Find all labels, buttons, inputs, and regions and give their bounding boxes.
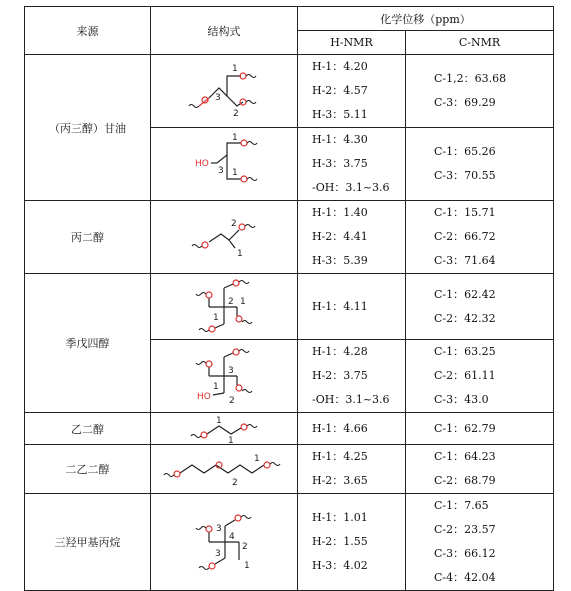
hnmr-shift: H-2：3.65	[312, 474, 368, 487]
header-shift: 化学位移（ppm）	[298, 7, 554, 31]
hnmr-shift: H-3：3.75	[312, 157, 368, 170]
hnmr-shift: H-3：5.39	[312, 254, 368, 267]
carbon-label: 1	[213, 312, 219, 323]
carbon-label: 1	[254, 454, 260, 464]
hnmr-cell	[298, 494, 406, 591]
cnmr-shift: C-1：7.65	[434, 499, 489, 512]
carbon-label: 1	[232, 168, 238, 178]
carbon-label: 1	[228, 435, 234, 444]
table-row	[25, 274, 554, 340]
cnmr-cell	[406, 128, 554, 201]
carbon-label: 2	[242, 542, 248, 552]
hnmr-cell	[298, 445, 406, 494]
carbon-label: 1	[240, 296, 246, 307]
carbon-label: 1	[237, 249, 243, 259]
hnmr-cell	[298, 128, 406, 201]
cnmr-shift: C-1：15.71	[434, 206, 496, 219]
trimethylolpropane-structure	[169, 502, 279, 582]
cnmr-cell	[406, 413, 554, 445]
carbon-label: 3	[218, 166, 224, 176]
cnmr-cell	[406, 494, 554, 591]
cnmr-cell	[406, 340, 554, 413]
carbon-label: 4	[229, 532, 235, 542]
carbon-label: 2	[232, 478, 238, 488]
carbon-label: 2	[228, 296, 234, 307]
hnmr-shift: H-1：4.11	[312, 299, 368, 313]
table-row	[25, 55, 554, 128]
table-row	[25, 494, 554, 591]
hnmr-shift: H-1：4.30	[312, 133, 368, 146]
table-row	[25, 445, 554, 494]
hnmr-shift: -OH：3.1~3.6	[312, 393, 390, 406]
carbon-label: 1	[244, 561, 250, 571]
table-row	[25, 201, 554, 274]
structure-cell	[151, 445, 298, 494]
source-cell: （丙三醇）甘油	[25, 55, 151, 201]
carbon-label: 2	[231, 219, 237, 229]
cnmr-shift: C-1：65.26	[434, 145, 496, 158]
cnmr-shift: C-2：23.57	[434, 523, 496, 536]
hnmr-shift: H-2：4.57	[312, 84, 368, 97]
carbon-label: 1	[232, 133, 238, 143]
cnmr-shift: C-1：64.23	[434, 450, 496, 463]
carbon-label: 3	[216, 524, 222, 534]
hnmr-shift: H-2：1.55	[312, 535, 368, 548]
carbon-label: 2	[233, 109, 239, 119]
cnmr-shift: C-3：69.29	[434, 96, 496, 109]
hnmr-shift: H-3：4.02	[312, 559, 368, 572]
cnmr-shift: C-2：68.79	[434, 474, 496, 487]
source-cell: 三羟甲基丙烷	[25, 494, 151, 591]
header-source: 来源	[25, 7, 151, 55]
pentaerythritol-oh-structure	[169, 343, 279, 409]
hnmr-shift: H-3：5.11	[312, 108, 368, 121]
ethylene-glycol-structure	[169, 414, 279, 444]
glycerol-diester-structure	[169, 131, 279, 197]
cnmr-shift: C-3：71.64	[434, 254, 496, 267]
diethylene-glycol-structure	[154, 449, 294, 489]
hnmr-cell	[298, 55, 406, 128]
hnmr-shift: H-1：4.66	[312, 421, 368, 435]
structure-cell	[151, 413, 298, 445]
source-cell: 丙二醇	[25, 201, 151, 274]
source-cell: 二乙二醇	[25, 445, 151, 494]
hnmr-shift: -OH：3.1~3.6	[312, 181, 390, 194]
hydroxyl-label: HO	[197, 392, 211, 402]
carbon-label: 1	[213, 382, 219, 392]
carbon-label: 3	[215, 93, 221, 103]
structure-cell	[151, 340, 298, 413]
cnmr-shift: C-3：70.55	[434, 169, 496, 182]
structure-cell	[151, 128, 298, 201]
carbon-label: 2	[229, 396, 235, 406]
carbon-label: 3	[228, 366, 234, 376]
hnmr-cell	[298, 201, 406, 274]
cnmr-shift: C-1：63.25	[434, 345, 496, 358]
hnmr-shift: H-1：1.01	[312, 511, 368, 524]
pentaerythritol-ester-structure	[169, 276, 279, 338]
hnmr-shift: H-1：4.28	[312, 345, 368, 358]
hnmr-cell	[298, 274, 406, 340]
glycerol-triester-structure	[169, 58, 279, 124]
header-row-1	[25, 7, 554, 31]
cnmr-shift: C-3：43.0	[434, 393, 489, 406]
hnmr-shift: H-1：4.25	[312, 450, 368, 463]
structure-cell	[151, 274, 298, 340]
header-structure: 结构式	[151, 7, 298, 55]
header-hnmr: H-NMR	[298, 31, 406, 55]
cnmr-cell	[406, 445, 554, 494]
nmr-shift-table	[24, 6, 554, 591]
cnmr-shift: C-1,2：63.68	[434, 72, 507, 85]
cnmr-shift: C-2：61.11	[434, 369, 496, 382]
cnmr-cell	[406, 55, 554, 128]
hnmr-shift: H-1：4.20	[312, 60, 368, 73]
cnmr-cell	[406, 201, 554, 274]
hnmr-shift: H-1：1.40	[312, 206, 368, 219]
cnmr-shift: C-1：62.79	[434, 421, 496, 435]
cnmr-cell	[406, 274, 554, 340]
hnmr-shift: H-2：3.75	[312, 369, 368, 382]
cnmr-shift: C-1：62.42	[434, 287, 496, 301]
cnmr-shift: C-4：42.04	[434, 571, 496, 584]
cnmr-shift: C-2：66.72	[434, 230, 496, 243]
hydroxyl-label: HO	[195, 159, 209, 169]
propanediol-structure	[169, 204, 279, 270]
cnmr-shift: C-3：66.12	[434, 547, 496, 560]
structure-cell	[151, 494, 298, 591]
structure-cell	[151, 201, 298, 274]
structure-cell	[151, 55, 298, 128]
table-row	[25, 413, 554, 445]
hnmr-cell	[298, 340, 406, 413]
hnmr-shift: H-2：4.41	[312, 230, 368, 243]
hnmr-cell	[298, 413, 406, 445]
carbon-label: 3	[215, 549, 221, 559]
carbon-label: 1	[232, 64, 238, 74]
carbon-label: 1	[216, 415, 222, 426]
source-cell: 季戊四醇	[25, 274, 151, 413]
source-cell: 乙二醇	[25, 413, 151, 445]
header-cnmr: C-NMR	[406, 31, 554, 55]
cnmr-shift: C-2：42.32	[434, 311, 496, 325]
